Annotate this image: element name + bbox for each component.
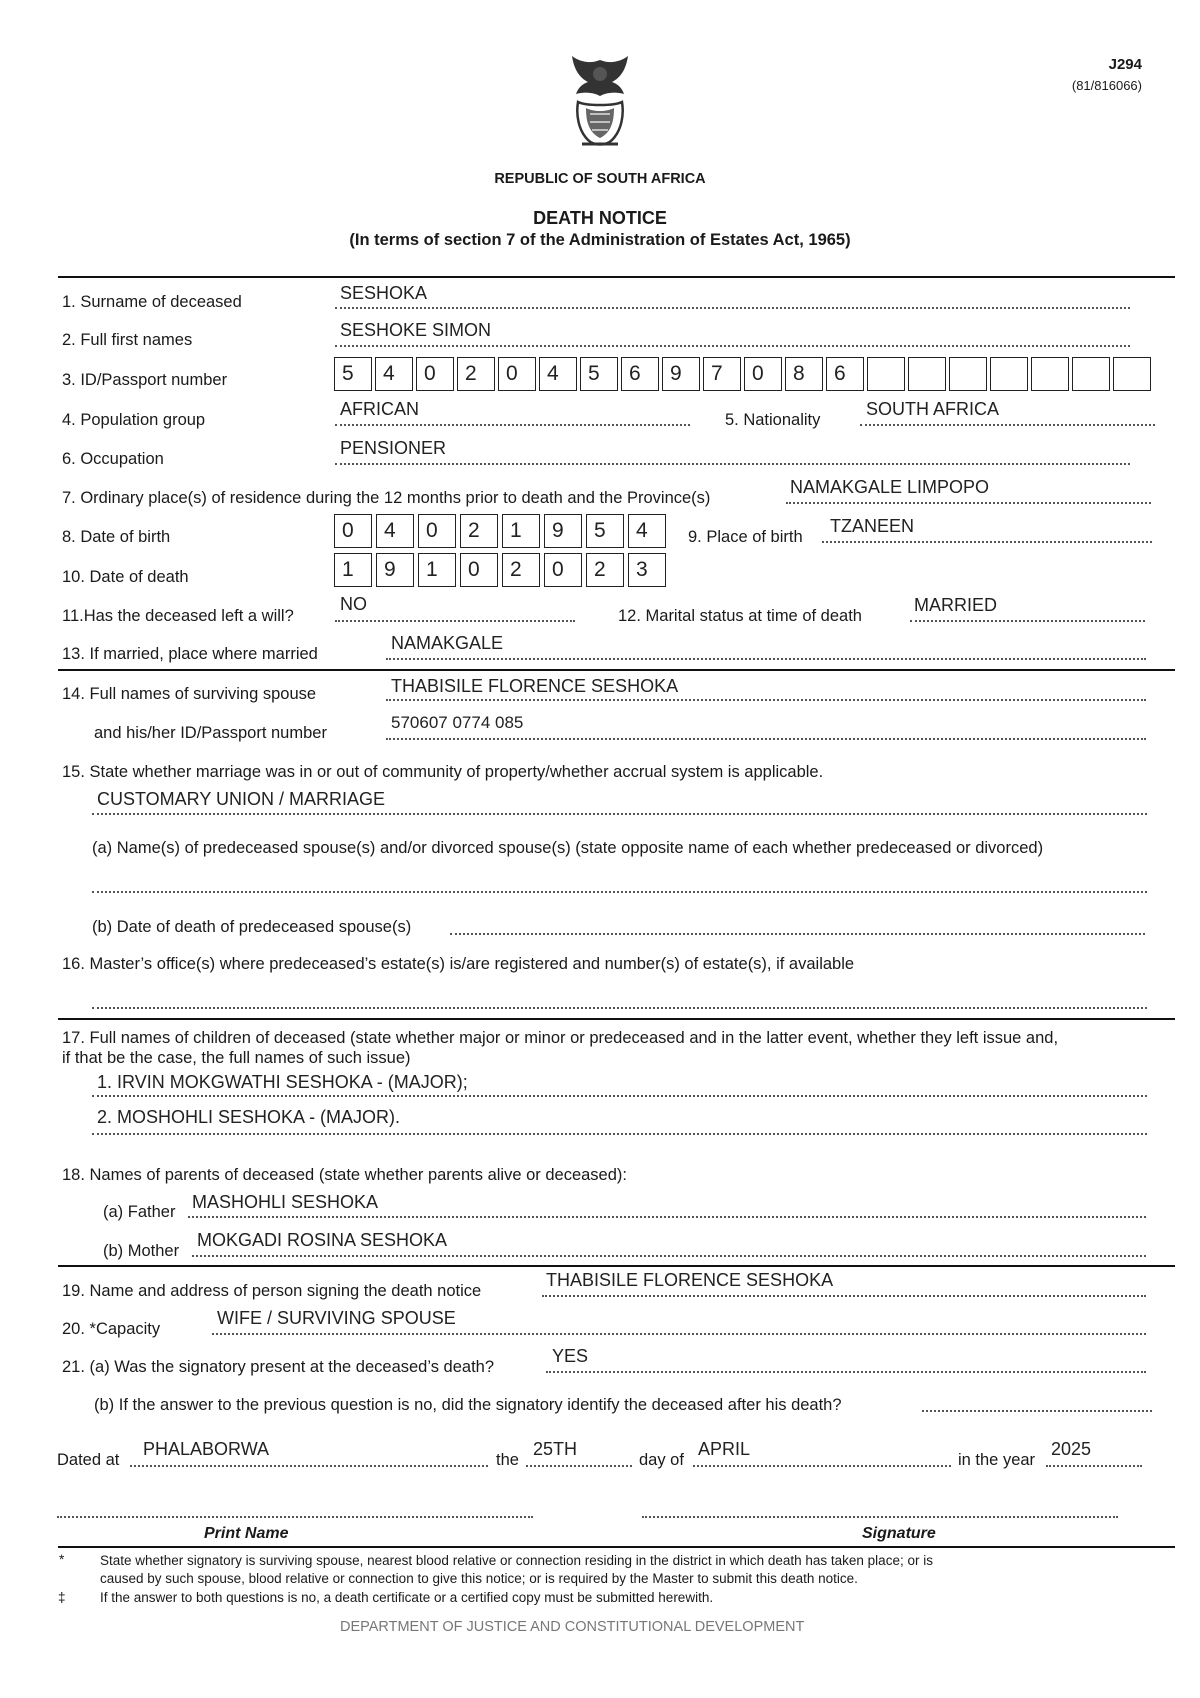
- date-of-death-label: 10. Date of death: [62, 568, 189, 586]
- dotted-line: [822, 541, 1152, 543]
- dotted-line: [335, 345, 1130, 347]
- dotted-line: [335, 424, 690, 426]
- occupation-label: 6. Occupation: [62, 450, 164, 468]
- children-label-line-1: 17. Full names of children of deceased (state whether major or minor or predeceased and in the latter event, whether they left issue and,: [62, 1029, 1059, 1047]
- residence-label: 7. Ordinary place(s) of residence during the 12 months prior to death and the Province(s): [62, 489, 711, 507]
- footnote-dagger-symbol: ‡: [58, 1590, 66, 1605]
- digit-box[interactable]: 8: [785, 357, 823, 391]
- digit-box[interactable]: 0: [544, 553, 582, 587]
- dated-the-label: the: [496, 1451, 519, 1469]
- section-divider: [58, 276, 1175, 278]
- dotted-line: [212, 1333, 1146, 1335]
- digit-box[interactable]: 5: [580, 357, 618, 391]
- dotted-line: [542, 1295, 1146, 1297]
- will-label: 11.Has the deceased left a will?: [62, 607, 294, 625]
- digit-box[interactable]: 9: [544, 514, 582, 548]
- digit-box[interactable]: 2: [457, 357, 495, 391]
- digit-box[interactable]: 1: [418, 553, 456, 587]
- signatory-identified-label: (b) If the answer to the previous question is no, did the signatory identify the deceased after his death?: [94, 1396, 842, 1414]
- signatory-name-label: 19. Name and address of person signing the death notice: [62, 1282, 482, 1300]
- marital-status-value[interactable]: MARRIED: [914, 595, 998, 615]
- dotted-line: [922, 1410, 1152, 1412]
- dated-year-value[interactable]: 2025: [1051, 1439, 1092, 1459]
- dotted-line: [910, 620, 1145, 622]
- dotted-line: [92, 1095, 1147, 1097]
- digit-box[interactable]: 1: [502, 514, 540, 548]
- place-of-birth-value[interactable]: TZANEEN: [830, 516, 915, 536]
- dotted-line: [693, 1465, 951, 1467]
- date-of-death-boxes[interactable]: [334, 553, 670, 587]
- residence-value[interactable]: NAMAKGALE LIMPOPO: [790, 477, 990, 497]
- occupation-value[interactable]: PENSIONER: [340, 438, 447, 458]
- dotted-line: [92, 1007, 1147, 1009]
- empty-digit-box[interactable]: [990, 357, 1028, 391]
- place-married-label: 13. If married, place where married: [62, 645, 318, 663]
- footnote-star-line-2: caused by such spouse, blood relative or connection to give this notice; or is required by the Master to submit this death notice.: [100, 1571, 858, 1586]
- digit-box[interactable]: 2: [586, 553, 624, 587]
- section-divider: [58, 1265, 1175, 1267]
- masters-office-label: 16. Master’s office(s) where predeceased’s estate(s) is/are registered and number(s) of estate(s), if available: [62, 955, 855, 973]
- signatory-name-value[interactable]: THABISILE FLORENCE SESHOKA: [546, 1270, 834, 1290]
- digit-box[interactable]: 1: [334, 553, 372, 587]
- dated-place-value[interactable]: PHALABORWA: [143, 1439, 270, 1459]
- digit-box[interactable]: 4: [539, 357, 577, 391]
- digit-box[interactable]: 4: [376, 514, 414, 548]
- marital-status-label: 12. Marital status at time of death: [618, 607, 862, 625]
- surviving-spouse-label: 14. Full names of surviving spouse: [62, 685, 317, 703]
- first-names-label: 2. Full first names: [62, 331, 193, 349]
- digit-box[interactable]: 0: [416, 357, 454, 391]
- digit-box[interactable]: 0: [498, 357, 536, 391]
- dotted-line: [786, 502, 1151, 504]
- digit-box[interactable]: 4: [628, 514, 666, 548]
- section-divider: [58, 669, 1175, 671]
- digit-box[interactable]: 0: [334, 514, 372, 548]
- predeceased-spouse-label: (a) Name(s) of predeceased spouse(s) and/or divorced spouse(s) (state opposite name of each whether predeceased or divorced): [92, 839, 1044, 857]
- digit-box[interactable]: 9: [376, 553, 414, 587]
- department-footer: DEPARTMENT OF JUSTICE AND CONSTITUTIONAL DEVELOPMENT: [340, 1619, 805, 1635]
- form-reference: (81/816066): [1071, 78, 1142, 93]
- empty-digit-box[interactable]: [1031, 357, 1069, 391]
- surname-label: 1. Surname of deceased: [62, 293, 242, 311]
- population-group-value[interactable]: AFRICAN: [340, 399, 420, 419]
- digit-box[interactable]: 0: [418, 514, 456, 548]
- predeceased-death-date-label: (b) Date of death of predeceased spouse(s): [92, 918, 412, 936]
- dotted-line: [188, 1216, 1146, 1218]
- coat-of-arms-emblem: [560, 52, 640, 152]
- dotted-line: [526, 1465, 632, 1467]
- digit-box[interactable]: 5: [334, 357, 372, 391]
- digit-box[interactable]: 9: [662, 357, 700, 391]
- digit-box[interactable]: 2: [460, 514, 498, 548]
- empty-digit-box[interactable]: [1113, 357, 1151, 391]
- dated-day-of-label: day of: [639, 1451, 684, 1469]
- dotted-line: [335, 620, 575, 622]
- page-title: DEATH NOTICE: [533, 208, 667, 228]
- marriage-regime-value[interactable]: CUSTOMARY UNION / MARRIAGE: [97, 789, 386, 809]
- child-1-value[interactable]: 1. IRVIN MOKGWATHI SESHOKA - (MAJOR);: [97, 1072, 468, 1092]
- digit-box[interactable]: 0: [744, 357, 782, 391]
- surviving-spouse-value[interactable]: THABISILE FLORENCE SESHOKA: [391, 676, 679, 696]
- digit-box[interactable]: 6: [826, 357, 864, 391]
- mother-value[interactable]: MOKGADI ROSINA SESHOKA: [197, 1230, 448, 1250]
- page-subtitle: (In terms of section 7 of the Administration of Estates Act, 1965): [349, 231, 851, 249]
- dotted-line: [546, 1371, 1146, 1373]
- nationality-value[interactable]: SOUTH AFRICA: [866, 399, 1000, 419]
- section-divider: [58, 1018, 1175, 1020]
- dotted-line: [386, 738, 1146, 740]
- dotted-line: [1046, 1465, 1142, 1467]
- signatory-present-value[interactable]: YES: [552, 1346, 589, 1366]
- surname-value[interactable]: SESHOKA: [340, 283, 428, 303]
- dotted-line: [92, 891, 1147, 893]
- dated-year-label: in the year: [958, 1451, 1036, 1469]
- section-divider: [58, 1546, 1175, 1548]
- signature-label: Signature: [862, 1525, 936, 1542]
- empty-digit-box[interactable]: [867, 357, 905, 391]
- dotted-line: [192, 1255, 1146, 1257]
- dated-month-value[interactable]: APRIL: [698, 1439, 751, 1459]
- dotted-line: [386, 699, 1146, 701]
- date-of-birth-boxes[interactable]: [334, 514, 670, 548]
- digit-box[interactable]: 0: [460, 553, 498, 587]
- spouse-id-value[interactable]: 570607 0774 085: [391, 713, 524, 732]
- children-label-line-2: if that be the case, the full names of such issue): [62, 1049, 411, 1067]
- place-married-value[interactable]: NAMAKGALE: [391, 633, 504, 653]
- father-label: (a) Father: [103, 1203, 176, 1221]
- parents-label: 18. Names of parents of deceased (state whether parents alive or deceased):: [62, 1166, 627, 1184]
- dotted-line: [386, 658, 1146, 660]
- spouse-id-label: and his/her ID/Passport number: [94, 724, 327, 742]
- empty-digit-box[interactable]: [908, 357, 946, 391]
- republic-heading: REPUBLIC OF SOUTH AFRICA: [494, 171, 706, 187]
- dated-at-label: Dated at: [57, 1451, 120, 1469]
- population-group-label: 4. Population group: [62, 411, 206, 429]
- empty-digit-box[interactable]: [1072, 357, 1110, 391]
- empty-digit-box[interactable]: [949, 357, 987, 391]
- form-code: J294: [1108, 56, 1142, 73]
- signature-line[interactable]: [642, 1516, 1118, 1518]
- dotted-line: [450, 933, 1145, 935]
- print-name-line[interactable]: [57, 1516, 533, 1518]
- nationality-label: 5. Nationality: [725, 411, 821, 429]
- capacity-label: 20. *Capacity: [62, 1320, 161, 1338]
- place-of-birth-label: 9. Place of birth: [688, 528, 803, 546]
- dotted-line: [130, 1465, 488, 1467]
- dated-day-value[interactable]: 25TH: [533, 1439, 578, 1459]
- dotted-line: [335, 307, 1130, 309]
- digit-box[interactable]: 5: [586, 514, 624, 548]
- will-value[interactable]: NO: [340, 594, 367, 614]
- father-value[interactable]: MASHOHLI SESHOKA: [192, 1192, 379, 1212]
- dotted-line: [92, 1133, 1147, 1135]
- digit-box[interactable]: 7: [703, 357, 741, 391]
- digit-box[interactable]: 4: [375, 357, 413, 391]
- digit-box[interactable]: 3: [628, 553, 666, 587]
- signatory-present-label: 21. (a) Was the signatory present at the deceased’s death?: [62, 1358, 495, 1376]
- footnote-dagger-text: If the answer to both questions is no, a death certificate or a certified copy must be submitted herewith.: [100, 1590, 714, 1605]
- footnote-star-symbol: *: [59, 1552, 65, 1567]
- digit-box[interactable]: 2: [502, 553, 540, 587]
- dotted-line: [335, 463, 1130, 465]
- dotted-line: [860, 424, 1155, 426]
- marriage-regime-label: 15. State whether marriage was in or out of community of property/whether accrual system is applicable.: [62, 763, 824, 781]
- digit-box[interactable]: 6: [621, 357, 659, 391]
- id-number-label: 3. ID/Passport number: [62, 371, 228, 389]
- footnote-star-line-1: State whether signatory is surviving spouse, nearest blood relative or connection residing in the district in which death has taken place; or is: [100, 1553, 933, 1568]
- mother-label: (b) Mother: [103, 1242, 180, 1260]
- dotted-line: [92, 813, 1147, 815]
- capacity-value[interactable]: WIFE / SURVIVING SPOUSE: [217, 1308, 456, 1328]
- first-names-value[interactable]: SESHOKE SIMON: [340, 320, 492, 340]
- date-of-birth-label: 8. Date of birth: [62, 528, 171, 546]
- child-2-value[interactable]: 2. MOSHOHLI SESHOKA - (MAJOR).: [97, 1107, 401, 1127]
- print-name-label: Print Name: [204, 1525, 289, 1542]
- id-number-boxes[interactable]: [334, 357, 1154, 391]
